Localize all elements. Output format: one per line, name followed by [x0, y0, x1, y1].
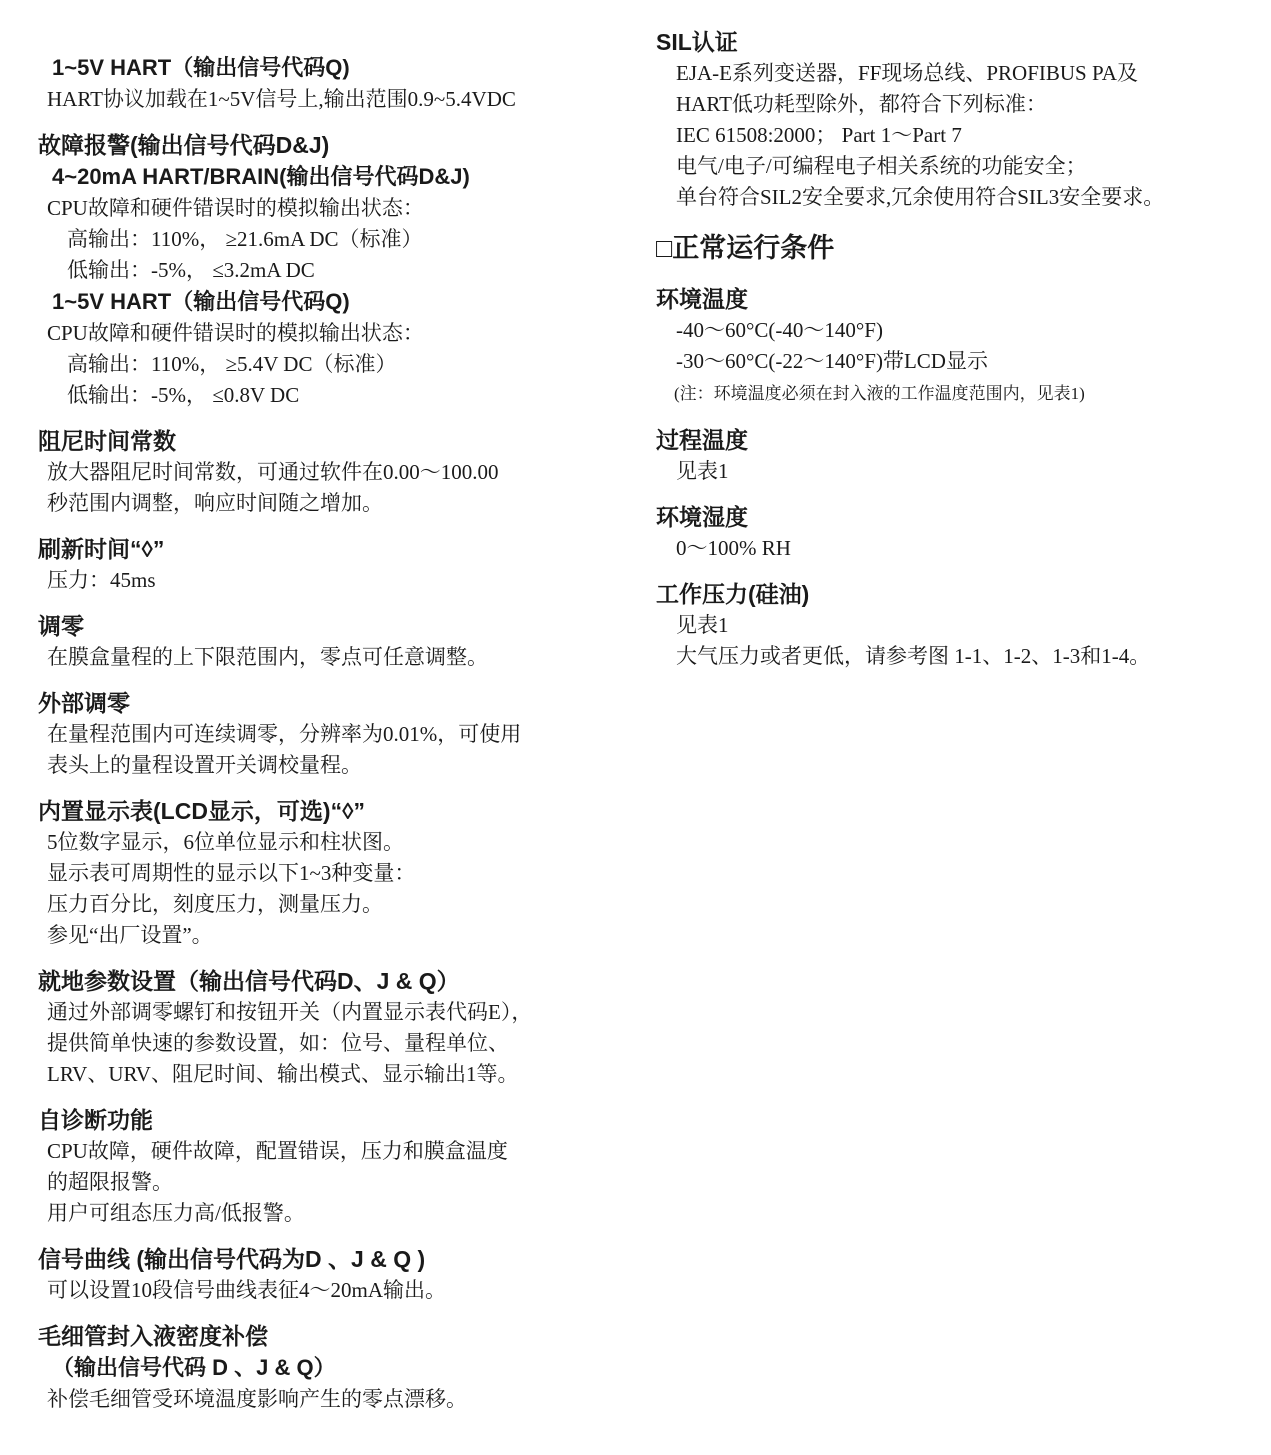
- text-line: 见表1: [676, 613, 729, 637]
- text-line: HART低功耗型除外，都符合下列标准：: [676, 92, 1047, 116]
- text-line: 可以设置10段信号曲线表征4～20mA输出。: [47, 1278, 446, 1302]
- text-line: 提供简单快速的参数设置，如：位号、量程单位、: [47, 1031, 509, 1055]
- heading-normal-operating-conditions: □正常运行条件: [656, 233, 835, 263]
- section-local-param: [38, 965, 634, 1090]
- right-column: [656, 26, 1271, 1455]
- text-line: 在量程范围内可连续调零，分辨率为0.01%，可使用: [47, 722, 522, 746]
- text-line: 表头上的量程设置开关调校量程。: [47, 753, 362, 777]
- heading-integral-indicator: 内置显示表(LCD显示，可选)“◊”: [38, 798, 365, 824]
- section-self-diagnostics: [38, 1104, 634, 1229]
- heading-sig-1-5v-hart: 1~5V HART（输出信号代码Q): [52, 55, 350, 80]
- heading-fault-alarm-1: 4~20mA HART/BRAIN(输出信号代码D&J): [52, 164, 470, 189]
- text-line: 压力百分比，刻度压力，测量压力。: [47, 892, 383, 916]
- text-line: (注：环境温度必须在封入液的工作温度范围内，见表1): [674, 384, 1085, 403]
- text-line: CPU故障和硬件错误时的模拟输出状态：: [47, 196, 424, 220]
- heading-local-param: 就地参数设置（输出信号代码D、J & Q）: [38, 968, 460, 994]
- text-line: 的超限报警。: [47, 1170, 173, 1194]
- text-line: 5位数字显示，6位单位显示和柱状图。: [47, 830, 404, 854]
- heading-process-temperature: 过程温度: [656, 427, 748, 453]
- heading-fault-alarm-5: 1~5V HART（输出信号代码Q): [52, 289, 350, 314]
- text-line: 参见“出厂设置”。: [47, 923, 213, 947]
- heading-damping-time-constant: 阻尼时间常数: [38, 428, 176, 454]
- text-line: EJA-E系列变送器，FF现场总线、PROFIBUS PA及: [676, 61, 1138, 85]
- text-line: HART协议加载在1~5V信号上,输出范围0.9~5.4VDC: [47, 87, 516, 111]
- text-line: 电气/电子/可编程电子相关系统的功能安全；: [676, 154, 1087, 178]
- section-process-temperature: [656, 424, 1271, 487]
- section-ambient-humidity: [656, 501, 1271, 564]
- text-line: CPU故障和硬件错误时的模拟输出状态：: [47, 321, 424, 345]
- text-line: 大气压力或者更低，请参考图 1-1、1-2、1-3和1-4。: [676, 644, 1151, 668]
- heading-capillary-compensation: 毛细管封入液密度补偿: [38, 1323, 268, 1349]
- text-line: 秒范围内调整，响应时间随之增加。: [47, 491, 383, 515]
- heading-zero-adjust: 调零: [38, 613, 84, 639]
- heading-fault-alarm: 故障报警(输出信号代码D&J): [38, 132, 330, 158]
- section-signal-curve: [38, 1243, 634, 1306]
- text-line: 在膜盒量程的上下限范围内，零点可任意调整。: [47, 645, 488, 669]
- text-line: -40～60°C(-40～140°F): [676, 318, 883, 342]
- text-line: CPU故障，硬件故障，配置错误，压力和膜盒温度: [47, 1139, 508, 1163]
- text-line: 低输出：-5%， ≤0.8V DC: [67, 383, 300, 407]
- heading-ambient-humidity: 环境湿度: [656, 504, 748, 530]
- left-column: [38, 26, 634, 1455]
- text-line: 显示表可周期性的显示以下1~3种变量：: [47, 861, 416, 885]
- section-ambient-temperature: [656, 283, 1271, 410]
- section-external-zero: [38, 687, 634, 781]
- section-integral-indicator: [38, 795, 634, 951]
- text-line: 通过外部调零螺钉和按钮开关（内置显示表代码E），: [47, 1000, 533, 1024]
- text-line: 用户可组态压力高/低报警。: [47, 1201, 305, 1225]
- text-line: -30～60°C(-22～140°F)带LCD显示: [676, 349, 988, 373]
- heading-ambient-temperature: 环境温度: [656, 286, 748, 312]
- text-line: IEC 61508:2000； Part 1～Part 7: [676, 123, 962, 147]
- section-working-pressure: [656, 578, 1271, 672]
- section-sig-1-5v-hart: [38, 52, 634, 115]
- section-zero-adjust: [38, 610, 634, 673]
- section-refresh-time: [38, 533, 634, 596]
- section-damping-time-constant: [38, 425, 634, 519]
- text-line: 单台符合SIL2安全要求,冗余使用符合SIL3安全要求。: [676, 185, 1165, 209]
- heading-self-diagnostics: 自诊断功能: [38, 1107, 153, 1133]
- text-line: LRV、URV、阻尼时间、输出模式、显示输出1等。: [47, 1062, 519, 1086]
- section-capillary-compensation: [38, 1320, 634, 1415]
- heading-capillary-compensation-1: （输出信号代码 D 、J & Q）: [52, 1355, 336, 1380]
- heading-external-zero: 外部调零: [38, 690, 130, 716]
- text-line: 补偿毛细管受环境温度影响产生的零点漂移。: [47, 1387, 467, 1411]
- section-fault-alarm: [38, 129, 634, 411]
- text-line: 低输出：-5%， ≤3.2mA DC: [67, 258, 315, 282]
- heading-sil-certification: SIL认证: [656, 29, 738, 55]
- text-line: 放大器阻尼时间常数，可通过软件在0.00～100.00: [47, 460, 499, 484]
- text-line: 高输出：110%， ≥21.6mA DC（标准）: [67, 227, 423, 251]
- text-line: 0～100% RH: [676, 536, 791, 560]
- section-sil-certification: [656, 26, 1271, 213]
- text-line: 高输出：110%， ≥5.4V DC（标准）: [67, 352, 397, 376]
- heading-refresh-time: 刷新时间“◊”: [38, 536, 165, 562]
- heading-working-pressure: 工作压力(硅油): [656, 581, 810, 607]
- section-normal-operating-conditions: [656, 227, 1271, 269]
- text-line: 见表1: [676, 459, 729, 483]
- text-line: 压力：45ms: [47, 568, 156, 592]
- heading-signal-curve: 信号曲线 (输出信号代码为D 、J & Q ): [38, 1246, 426, 1272]
